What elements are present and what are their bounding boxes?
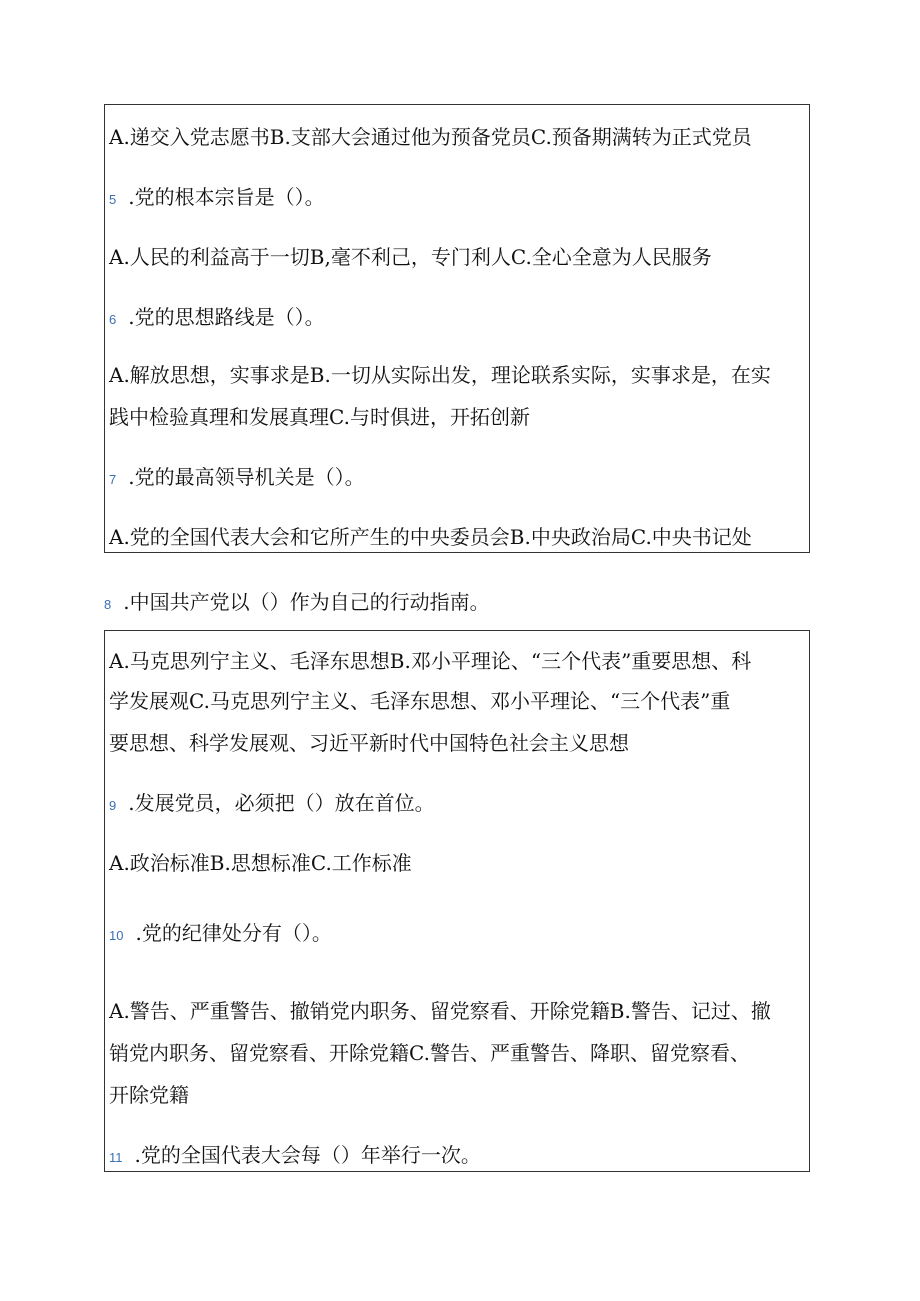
answer-options-6-line-2: 践中检验真理和发展真理C.与时俱进，开拓创新 bbox=[109, 405, 530, 429]
question-number: 9 bbox=[109, 798, 117, 813]
question-text: .党的根本宗旨是（）。 bbox=[128, 185, 325, 209]
question-number: 7 bbox=[109, 472, 117, 487]
question-10 bbox=[109, 913, 805, 956]
question-7 bbox=[109, 457, 805, 500]
question-number: 8 bbox=[104, 597, 112, 612]
answer-options-7: A.党的全国代表大会和它所产生的中央委员会B.中央政治局C.中央书记处 bbox=[109, 525, 752, 549]
question-11 bbox=[109, 1135, 805, 1178]
answer-options-6-line-1: A.解放思想，实事求是B.一切从实际出发，理论联系实际，实事求是，在实 bbox=[109, 363, 771, 387]
answer-options-10-line-2: 销党内职务、留党察看、开除党籍C.警告、严重警告、降职、留党察看、 bbox=[109, 1041, 750, 1065]
question-6 bbox=[109, 297, 805, 340]
answer-options-8-line-1: A.马克思列宁主义、毛泽东思想B.邓小平理论、“三个代表”重要思想、科 bbox=[109, 649, 752, 673]
answer-options-10-line-1: A.警告、严重警告、撤销党内职务、留党察看、开除党籍B.警告、记过、撤 bbox=[109, 999, 771, 1023]
question-number: 6 bbox=[109, 312, 117, 327]
question-text: .发展党员，必须把（）放在首位。 bbox=[128, 791, 435, 815]
question-number: 10 bbox=[109, 928, 124, 943]
question-text: .党的纪律处分有（）。 bbox=[135, 921, 332, 945]
answer-options-8-line-2: 学发展观C.马克思列宁主义、毛泽东思想、邓小平理论、“三个代表”重 bbox=[109, 689, 731, 713]
answer-options-4: A.递交入党志愿书B.支部大会通过他为预备党员C.预备期满转为正式党员 bbox=[109, 125, 752, 149]
question-number: 11 bbox=[109, 1150, 123, 1165]
question-5 bbox=[109, 177, 805, 220]
question-9 bbox=[109, 783, 805, 826]
answer-options-8-line-3: 要思想、科学发展观、习近平新时代中国特色社会主义思想 bbox=[109, 731, 629, 755]
question-number: 5 bbox=[109, 192, 117, 207]
question-text: .党的全国代表大会每（）年举行一次。 bbox=[134, 1143, 481, 1167]
question-8 bbox=[104, 582, 490, 625]
answer-options-5: A.人民的利益高于一切B,毫不利己，专门利人C.全心全意为人民服务 bbox=[109, 245, 712, 269]
question-text: .党的思想路线是（）。 bbox=[128, 305, 325, 329]
question-box-2 bbox=[104, 630, 810, 1172]
answer-options-9: A.政治标准B.思想标准C.工作标准 bbox=[109, 851, 412, 875]
question-text: .党的最高领导机关是（）。 bbox=[128, 465, 365, 489]
question-box-1 bbox=[104, 104, 810, 553]
question-text: .中国共产党以（）作为自己的行动指南。 bbox=[123, 590, 490, 614]
answer-options-10-line-3: 开除党籍 bbox=[109, 1083, 189, 1107]
